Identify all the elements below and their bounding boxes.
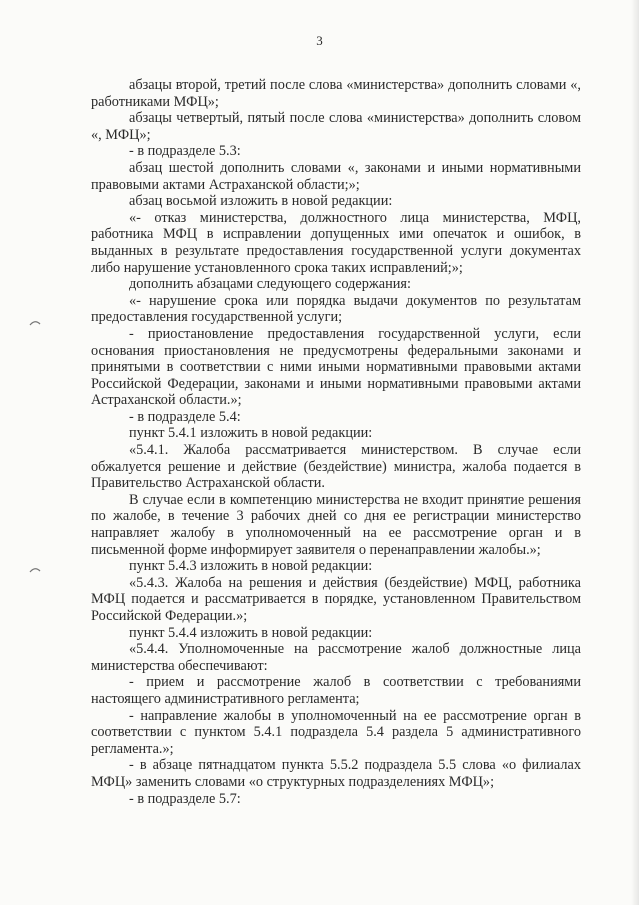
page-number: 3 [316, 33, 323, 48]
paragraph: абзац восьмой изложить в новой редакции: [129, 193, 393, 210]
paragraph: В случае если в компетенцию министерства не входит принятие решения по жалобе, в течение 3 рабочих дней со дня ее регистрации министерство направляет жалобу в уполномоченный на ее рассмотрение орган и в письменной форме информирует заявителя о перенаправлении жалобы.»; [91, 491, 581, 558]
paragraph: пункт 5.4.1 изложить в новой редакции: [129, 425, 373, 442]
paragraph: «5.4.1. Жалоба рассматривается министерством. В случае если обжалуется решение и действие (бездействие) министра, жалоба подается в Правительство Астраханской области. [91, 442, 581, 492]
paragraph: дополнить абзацами следующего содержания: [129, 276, 411, 293]
paragraph: абзацы четвертый, пятый после слова «министерства» дополнить словом «, МФЦ»; [91, 110, 581, 143]
paragraph: - в подразделе 5.3: [129, 143, 241, 160]
paragraph: - в подразделе 5.4: [129, 408, 241, 425]
scan-edge-shadow [631, 0, 639, 905]
paragraph: - в подразделе 5.7: [129, 790, 241, 807]
paragraph: - приостановление предоставления государственной услуги, если основания приостановления не предусмотрены федеральными законами и принятыми в соответствии с ними иными нормативными правовыми актами Российской Федерации, законами и иными нормативными правовыми актами Астраханской области.»; [91, 325, 581, 409]
paragraph: «- отказ министерства, должностного лица министерства, МФЦ, работника МФЦ в исправлении допущенных ими опечаток и ошибок, в выданных в результате предоставления государственной услуги документах либо нарушение установленного срока таких исправлений;»; [91, 209, 581, 276]
binding-hole-mark [29, 319, 41, 326]
paragraph: «- нарушение срока или порядка выдачи документов по результатам предоставления государственной услуги; [91, 292, 581, 326]
paragraph: - в абзаце пятнадцатом пункта 5.5.2 подраздела 5.5 слова «о филиалах МФЦ» заменить словами «о структурных подразделениях МФЦ»; [91, 757, 581, 790]
paragraph: - направление жалобы в уполномоченный на ее рассмотрение орган в соответствии с пунктом 5.4.1 подраздела 5.4 раздела 5 административного регламента.»; [91, 707, 581, 757]
paragraph: пункт 5.4.4 изложить в новой редакции: [129, 624, 373, 641]
document-body [91, 77, 581, 807]
paragraph: пункт 5.4.3 изложить в новой редакции: [129, 558, 373, 575]
paragraph: - прием и рассмотрение жалоб в соответствии с требованиями настоящего административного регламента; [91, 674, 581, 707]
paragraph: абзац шестой дополнить словами «, законами и иными нормативными правовыми актами Астраханской области;»; [91, 159, 581, 193]
paragraph: абзацы второй, третий после слова «министерства» дополнить словами «, работниками МФЦ»; [91, 77, 581, 110]
paragraph: «5.4.3. Жалоба на решения и действия (бездействие) МФЦ, работника МФЦ подается и рассматривается в порядке, установленном Правительством Российской Федерации.»; [91, 574, 581, 624]
binding-hole-mark [29, 566, 41, 573]
paragraph: «5.4.4. Уполномоченные на рассмотрение жалоб должностные лица министерства обеспечивают: [91, 641, 581, 674]
